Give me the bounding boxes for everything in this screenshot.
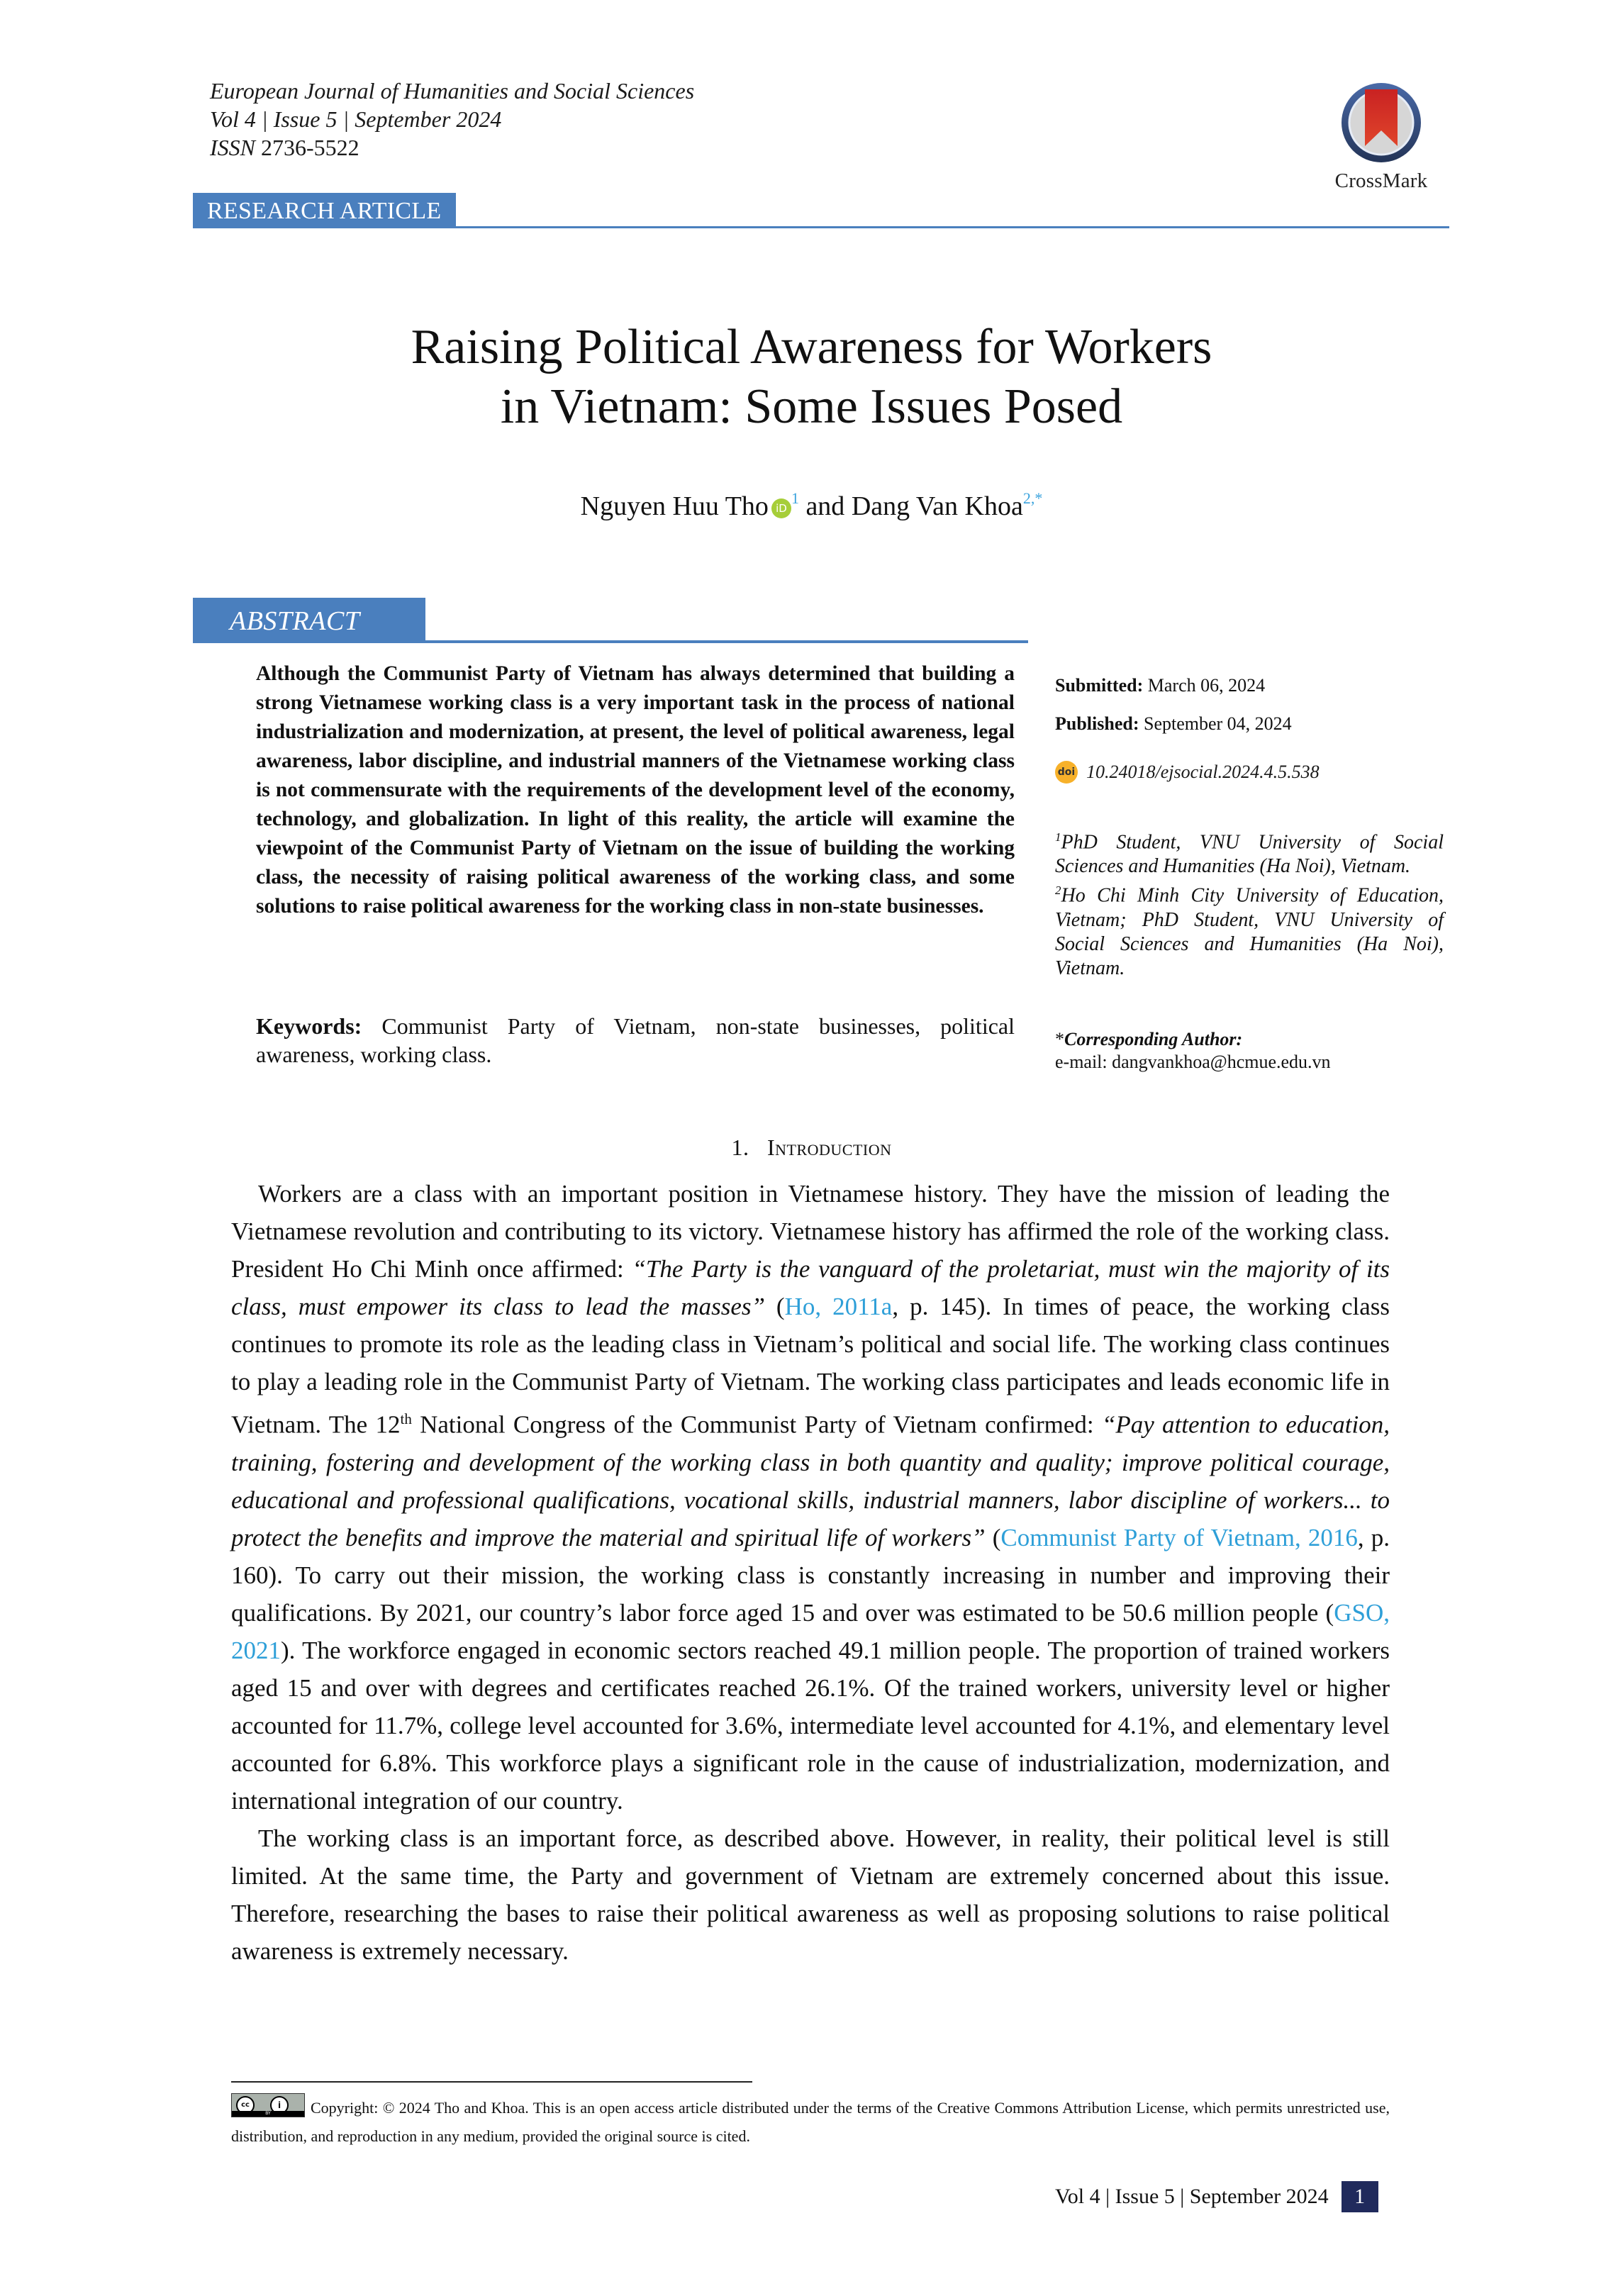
footer-issue-info: Vol 4 | Issue 5 | September 2024 <box>1055 2185 1329 2208</box>
crossmark-badge[interactable] <box>1324 81 1438 193</box>
doi-value[interactable]: 10.24018/ejsocial.2024.4.5.538 <box>1086 762 1320 782</box>
journal-name: European Journal of Humanities and Social Sciences <box>210 78 695 104</box>
section-heading-introduction: 1. Introduction <box>731 1135 892 1160</box>
doi-icon: doi <box>1055 761 1078 784</box>
author-name: Dang Van Khoa <box>851 491 1023 521</box>
paragraph-2: The working class is an important force, as described above. However, in reality, their political level is still limited. At the same time, the Party and government of Vietnam are extremely concerned about this issue. Therefore, researching the bases to raise their political awareness as well as proposing solutions to raise political awareness is extremely necessary. <box>231 1824 1390 1965</box>
crossmark-icon <box>1339 81 1423 165</box>
author-list <box>0 489 1623 522</box>
email-label: e-mail: <box>1055 1052 1108 1072</box>
affiliation-2: $^2$Ho Chi Minh City University of Education, Vietnam; PhD Student, VNU University of Social Sciences and Humanities (Ha Noi), Vietnam. <box>1055 884 1444 979</box>
citation-link-gso-2021[interactable]: GSO, 2021 <box>231 1598 1390 1664</box>
doi-link[interactable] <box>1055 761 1320 784</box>
author-connector: and <box>805 491 845 521</box>
published-date: Published: September 04, 2024 <box>1055 713 1292 734</box>
page-footer <box>1055 2181 1378 2212</box>
corresponding-mark: * <box>1055 1029 1064 1049</box>
introduction-body <box>231 1175 1390 1970</box>
journal-info <box>210 77 694 162</box>
email-address[interactable]: dangvankhoa@hcmue.edu.vn <box>1112 1052 1331 1072</box>
citation-link-ho-2011a[interactable]: Ho, 2011a <box>784 1293 893 1320</box>
quote-ho-chi-minh: “The Party is the vanguard of the proletariat, must win the majority of its class, must empower its class to lead the masses” <box>231 1255 1390 1320</box>
quote-12th-congress: “Pay attention to education, training, fostering and development of the working class in both quantity and quality; improve political courage, educational and professional qualifications, vocational skills, industrial manners, labor discipline of workers... to protect the benefits and improve the material and spiritual life of workers” <box>231 1410 1390 1551</box>
paragraph-1: Workers are a class with an important position in Vietnamese history. They have the mission of leading the Vietnamese revolution and contributing to its victory. Vietnamese history has affirmed the role of the working class. President Ho Chi Minh once affirmed: “The Party is the vanguard of the proletariat, must win the majority of its class, must empower its class to lead the masses” (Ho, 2011a, p. 145). In times of peace, the working class continues to promote its role as the leading class in Vietnam’s political and social life. The working class continues to play a leading role in the Communist Party of Vietnam. The working class participates and leads economic life in Vietnam. The 12th National Congress of the Communist Party of Vietnam confirmed: “Pay attention to education, training, fostering and development of the working class in both quantity and quality; improve political courage, educational and professional qualifications, vocational skills, industrial manners, labor discipline of workers... to protect the benefits and improve the material and spiritual life of workers” (Communist Party of Vietnam, 2016, p. 160). To carry out their mission, the working class is constantly increasing in number and improving their qualifications. By 2021, our country’s labor force aged 15 and over was estimated to be 50.6 million people (GSO, 2021). The workforce engaged in economic sectors reached 49.1 million people. The proportion of trained workers aged 15 and over with degrees and certificates reached 26.1%. Of the trained workers, university level or higher accounted for 11.7%, college level accounted for 3.6%, intermediate level accounted for 4.1%, and elementary level accounted for 6.8%. This workforce plays a significant role in the cause of industrialization, modernization, and international integration of our country. <box>231 1180 1390 1815</box>
citation-link-cpv-2016[interactable]: Communist Party of Vietnam, 2016 <box>1000 1523 1358 1551</box>
crossmark-label: CrossMark <box>1334 169 1428 192</box>
abstract-divider <box>425 640 1028 643</box>
orcid-icon[interactable]: iD <box>771 498 791 518</box>
author-name: Nguyen Huu Tho <box>580 491 769 521</box>
corresponding-label: Corresponding Author: <box>1064 1029 1243 1049</box>
license-notice <box>231 2093 1390 2151</box>
article-title <box>0 318 1623 437</box>
affiliation-1: $^1$PhD Student, VNU University of Social Sciences and Humanities (Ha Noi), Vietnam. <box>1055 830 1444 878</box>
journal-issn: ISSN 2736-5522 <box>210 135 359 160</box>
affiliation-mark[interactable]: 2,* <box>1022 489 1043 507</box>
article-type-label: RESEARCH ARTICLE <box>193 193 456 228</box>
keywords-label: Keywords: <box>256 1013 362 1039</box>
page-number: 1 <box>1342 2181 1378 2212</box>
affiliation-mark[interactable]: 1 <box>791 489 799 507</box>
footnote-divider <box>231 2081 752 2083</box>
journal-volume-issue: Vol 4 | Issue 5 | September 2024 <box>210 106 502 132</box>
submitted-date: Submitted: March 06, 2024 <box>1055 675 1266 696</box>
license-text: Copyright: © 2024 Tho and Khoa. This is an open access article distributed under the terms of the Creative Commons Attribution License, which permits unrestricted use, distribution, and reproduction in any medium, provided the original source is cited. <box>231 2099 1390 2145</box>
cc-by-icon[interactable]: cc i BY <box>231 2093 305 2117</box>
affiliations <box>1055 825 1444 981</box>
abstract-label: ABSTRACT <box>193 598 425 643</box>
title-line-1: Raising Political Awareness for Workers <box>411 320 1212 374</box>
abstract-text: Although the Communist Party of Vietnam has always determined that building a strong Vietnamese working class is a very important task in the process of national industrialization and modernization, at present, the level of political awareness, legal awareness, labor discipline, and industrial manners of the Vietnamese working class is not commensurate with the requirements of the development level of the economy, technology, and globalization. In light of this reality, the article will examine the viewpoint of the Communist Party of Vietnam on the issue of building the working class, the necessity of raising political awareness of the working class, and some solutions to raise political awareness for the working class in non-state businesses. <box>256 662 1015 918</box>
title-line-2: in Vietnam: Some Issues Posed <box>500 379 1123 434</box>
corresponding-author <box>1055 1028 1444 1074</box>
header-divider <box>193 226 1449 228</box>
keywords-list: Communist Party of Vietnam, non-state businesses, political awareness, working class. <box>256 1013 1015 1067</box>
keywords <box>256 1012 1015 1069</box>
